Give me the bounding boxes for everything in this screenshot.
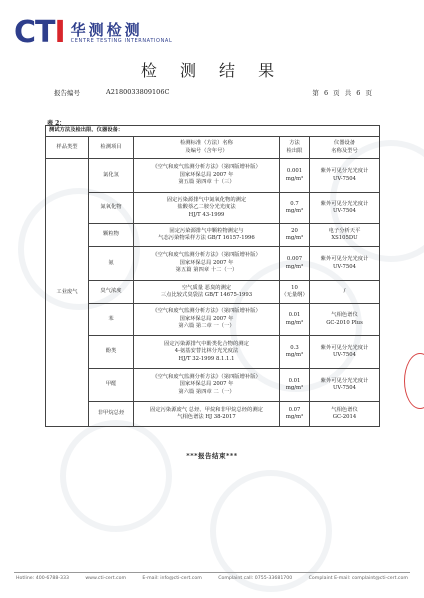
item-cell: 臭气浓度: [89, 281, 134, 304]
footer-complaint-email: Complaint E-mail: complaint@cti-cert.com: [308, 576, 408, 581]
sample-type-cell: 工业废气: [46, 159, 89, 427]
item-cell: 非甲烷总烃: [89, 402, 134, 427]
watermark-logo: [210, 470, 332, 592]
footer-divider: [14, 572, 410, 573]
item-cell: 氯化氢: [89, 159, 134, 193]
table-row: [46, 304, 380, 336]
instrument-cell: 紫外可见分光光度计 UV-7504: [310, 336, 380, 369]
table-row: [46, 402, 380, 427]
limit-cell: 0.07 mg/m³: [280, 402, 310, 427]
method-cell: 固定污染源排气中酚类化合物的测定 4-氨基安替比林分光光度法 HJ/T 32-1999 8.1.1.1: [134, 336, 280, 369]
header-instrument: 仪器设备 名称及型号: [310, 137, 380, 159]
instrument-cell: 紫外可见分光光度计 UV-7504: [310, 193, 380, 224]
method-cell: 《空气和废气监测分析方法》（第四版增补版） 国家环保总局 2007 年 第五篇 第四章 十（三）: [134, 159, 280, 193]
item-cell: 氨: [89, 247, 134, 281]
header-test-item: 检测项目: [89, 137, 134, 159]
watermark-logo: [60, 420, 172, 532]
footer-hotline: Hotline: 400-6788-333: [16, 576, 69, 581]
item-cell: 苯: [89, 304, 134, 336]
footer-email: E-mail: info@cti-cert.com: [142, 576, 202, 581]
table-row: [46, 224, 380, 247]
instrument-cell: 气相色谱仪 GC-2014: [310, 402, 380, 427]
table-row: [46, 281, 380, 304]
table-caption: 测试方法及检出限、仪器设备：: [46, 126, 380, 137]
limit-cell: 0.3 mg/m³: [280, 336, 310, 369]
method-cell: 《空气和废气监测分析方法》（第四版增补版） 国家环保总局 2007 年 第六篇 第二章 一（一）: [134, 304, 280, 336]
footer-complaint-call: Complaint call: 0755-33681700: [218, 576, 293, 581]
company-logo: [14, 15, 173, 50]
page-title: 检 测 结 果: [140, 61, 284, 80]
instrument-cell: 紫外可见分光光度计 UV-7504: [310, 247, 380, 281]
table-caption-row: [46, 126, 380, 137]
table-row: [46, 159, 380, 193]
method-cell: 固定污染源排气中颗粒物测定与 气态污染物采样方法 GB/T 16157-1996: [134, 224, 280, 247]
limit-cell: 0.001 mg/m³: [280, 159, 310, 193]
instrument-cell: 紫外可见分光光度计 UV-7504: [310, 369, 380, 402]
item-cell: 酚类: [89, 336, 134, 369]
limit-cell: 0.01 mg/m³: [280, 304, 310, 336]
report-number: A2180033809106C: [106, 88, 170, 96]
header-method: 检测标准（方法）名称 及编号（含年号）: [134, 137, 280, 159]
limit-cell: 0.01 mg/m³: [280, 369, 310, 402]
item-cell: 颗粒物: [89, 224, 134, 247]
limit-cell: 0.7 mg/m³: [280, 193, 310, 224]
report-number-label: 报告编号: [54, 89, 80, 97]
item-cell: 甲醛: [89, 369, 134, 402]
instrument-cell: /: [310, 281, 380, 304]
limit-cell: 0.007 mg/m³: [280, 247, 310, 281]
page-footer: [16, 576, 408, 581]
table-row: [46, 193, 380, 224]
footer-website: www.cti-cert.com: [85, 576, 127, 581]
method-cell: 《空气和废气监测分析方法》（第四版增补版） 国家环保总局 2007 年 第六篇 第四章 二（一）: [134, 369, 280, 402]
test-methods-table: [45, 125, 380, 427]
logo-mark: CTI: [14, 15, 65, 50]
header-sample-type: 样品类型: [46, 137, 89, 159]
header-detection-limit: 方法 检出限: [280, 137, 310, 159]
table-row: [46, 247, 380, 281]
method-cell: 固定污染源废气 总烃、甲烷和非甲烷总烃的测定 气相色谱法 HJ 38-2017: [134, 402, 280, 427]
instrument-cell: 气相色谱仪 GC-2010 Plus: [310, 304, 380, 336]
method-cell: 空气质量 恶臭的测定 三点比较式臭袋法 GB/T 14675-1993: [134, 281, 280, 304]
method-cell: 固定污染源排气中氮氧化物的测定 盐酸萘乙二胺分光光度法 HJ/T 43-1999: [134, 193, 280, 224]
method-cell: 《空气和废气监测分析方法》（第四版增补版） 国家环保总局 2007 年 第五篇 第四章 十二（一）: [134, 247, 280, 281]
limit-cell: 20 mg/m³: [280, 224, 310, 247]
item-cell: 氮氧化物: [89, 193, 134, 224]
logo-chinese-name: 华测检测: [70, 20, 143, 39]
table-row: [46, 369, 380, 402]
page-indicator: 第 6 页 共 6 页: [312, 89, 372, 97]
table-header-row: [46, 137, 380, 159]
seal-stamp: [404, 353, 424, 409]
table-row: [46, 336, 380, 369]
report-end-marker: ***报告结束***: [186, 452, 238, 460]
limit-cell: 10 （无量纲）: [280, 281, 310, 304]
instrument-cell: 电子分析天平 XS105DU: [310, 224, 380, 247]
logo-english-name: CENTRE TESTING INTERNATIONAL: [70, 37, 173, 44]
logo-text: [71, 22, 173, 45]
instrument-cell: 紫外可见分光光度计 UV-7504: [310, 159, 380, 193]
section-label: 表 2：: [47, 120, 66, 127]
